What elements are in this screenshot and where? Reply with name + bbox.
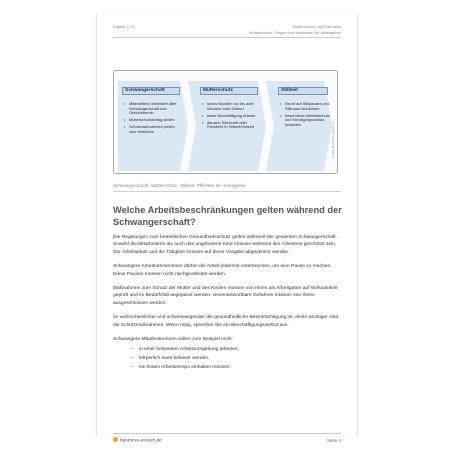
- body-text: [113, 234, 345, 372]
- paragraph: Schwangere Mitarbeiterinnen sollen zum Beispiel nicht:: [113, 337, 233, 343]
- logo-dot-icon: [113, 437, 118, 442]
- restriction-list: [131, 345, 345, 372]
- column-title: Mutterschutz: [200, 87, 258, 95]
- figure-credit: Grafik: Business-Wissen.de: [331, 121, 335, 158]
- page-number: Seite 4: [326, 438, 341, 443]
- list-item: • sechs Wochen vor bis acht Wochen nach Geburt: [202, 102, 262, 111]
- paragraph: Maßnahmen zum Schutz der Mutter und des Kindes müssen von Ihnen als Arbeitgeber auf Wirksamkeit geprüft und im Bedarfsfall angepasst werden. Unverantwortbare Gefahren müssen von Ihnen ausgeschlossen werden.: [113, 286, 338, 306]
- column-title: Schwangerschaft: [122, 87, 180, 95]
- list-item: • keine Beschäftigung erlaubt: [202, 114, 262, 119]
- section-heading: Welche Arbeitsbeschränkungen gelten während der Schwangerschaft?: [113, 205, 342, 227]
- list-item: • besonderen Arbeitsschutz und Kündigungsschutz beachten: [280, 114, 330, 128]
- paragraph: Die Regelungen zum betrieblichen Gesundheitsschutz gelten während der gesamten Schwangerschaft. Sowohl die Mitarbeiterin als auch das ungeborene Kind müssen während des Arbeitens geschützt sein. Der Arbeitsplatz und die Tätigkeit müssen auf diese Vorgabe abgestimmt werden.: [113, 235, 338, 255]
- paragraph: Je wahrscheinlicher und schwerwiegender die gesundheitliche Beeinträchtigung ist, desto wichtiger sind die Schutzmaßnahmen. Wenn nötig, sprechen Sie ein Beschäftigungsverbot aus.: [113, 315, 339, 328]
- header-title: [249, 24, 341, 35]
- list-item: • Recht auf Stillpausen und Stillraum einräumen: [280, 102, 330, 111]
- list-item: • Mutterschutzantrag stellen: [124, 118, 182, 123]
- process-figure: [113, 70, 338, 174]
- paragraph: Schwangere Arbeitnehmerinnen dürfen die Arbeit jederzeit unterbrechen, um eine Pause zu machen. Diese Pausen müssen nicht nachgearbeitet werden.: [113, 264, 332, 277]
- brand-logo[interactable]: [113, 437, 162, 444]
- header-divider: [113, 37, 341, 38]
- header-title-line1: Mutterschutz und Elternzeit: [292, 24, 341, 29]
- list-item: • Schutzmaßnahmen prüfen oder einführen: [124, 125, 182, 134]
- figure-caption: Schwangerschaft, Mutterschutz, Stillzeit: Pflichten für Arbeitgeber: [113, 183, 246, 188]
- list-item: • Mitarbeiterin informiert über Schwangerschaft und Geburtstermin: [124, 102, 182, 116]
- footer-divider: [113, 433, 341, 434]
- column-list: [124, 102, 182, 137]
- figure-column-mutterschutz: [196, 81, 262, 171]
- document-page: [96, 14, 358, 444]
- list-item: – ein festes Arbeitstempo einhalten müssen.: [131, 363, 345, 372]
- chapter-label: Kapitel 2.74: [113, 24, 135, 29]
- header-title-line2: Mutterschutz: Fragen und Antworten für Arbeitgeber: [249, 29, 341, 35]
- list-item: – körperlich stark belastet werden,: [131, 354, 345, 363]
- list-item: • danach: Elternzeit oder Rückkehr in Teilzeit/Vollzeit: [202, 121, 262, 130]
- logo-text: business-wissen.de: [120, 437, 162, 444]
- list-item: – in einer belasteten Arbeitsumgebung arbeiten,: [131, 345, 345, 354]
- caption-divider: [113, 191, 341, 192]
- column-list: [280, 102, 330, 130]
- column-list: [202, 102, 262, 132]
- column-title: Stillzeit: [278, 87, 328, 95]
- figure-column-stillzeit: [274, 81, 330, 171]
- figure-column-schwangerschaft: [118, 81, 184, 171]
